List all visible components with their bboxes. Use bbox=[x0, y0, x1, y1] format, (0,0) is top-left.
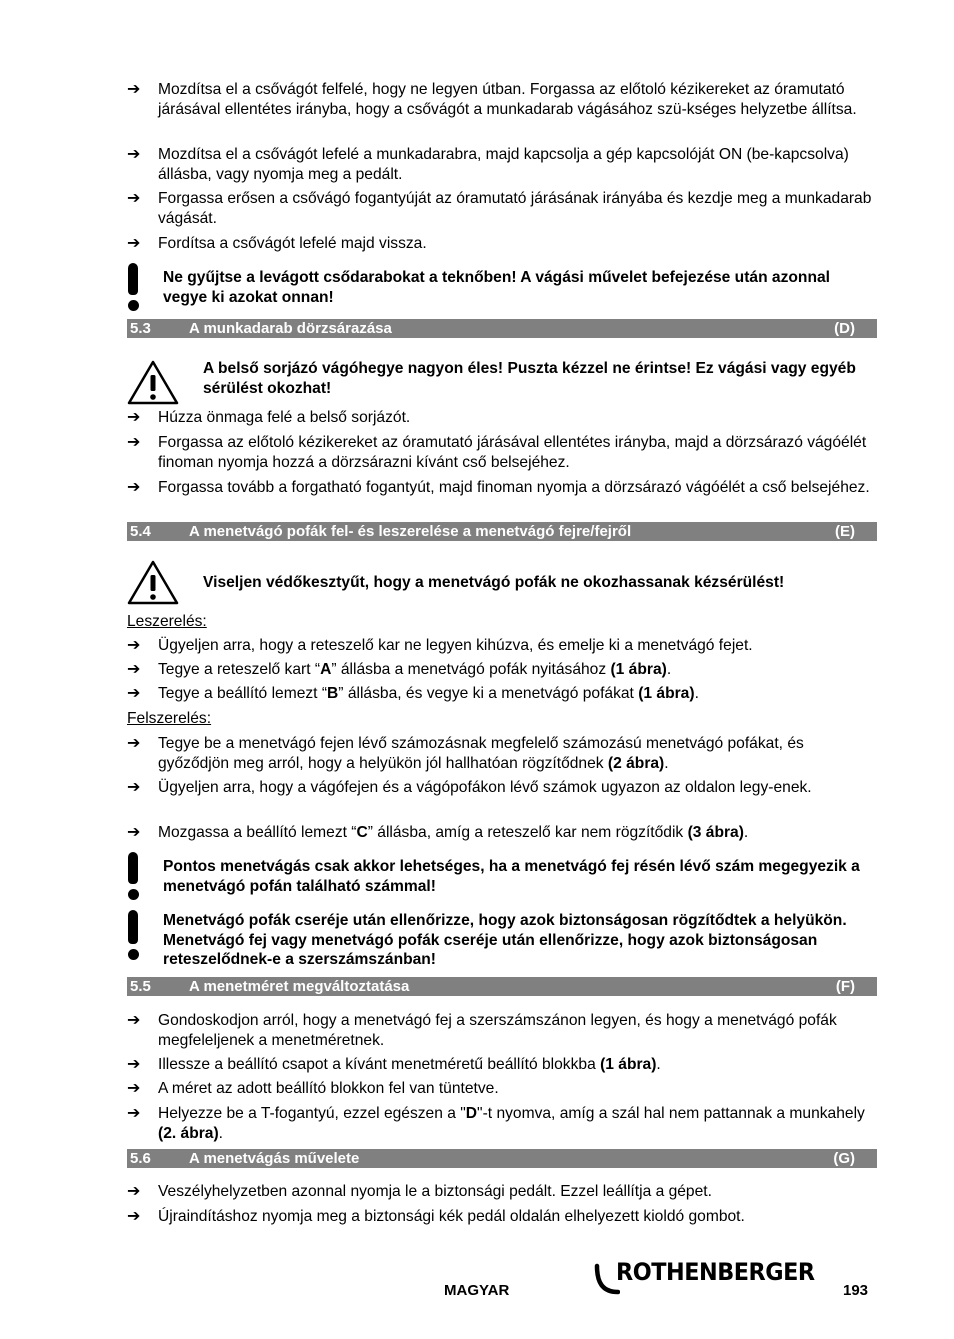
arrow-icon: ➔ bbox=[127, 1012, 141, 1029]
list-item: ➔ Forgassa az előtoló kézikereket az óramutató járásával ellentétes irányba, majd a dörzsárazó vágóélét finoman nyomja hozzá a dörzsárazni kívánt cső belsejéhez. bbox=[127, 434, 867, 471]
brand-logo: ROTHENBERGER bbox=[616, 1258, 815, 1286]
arrow-icon: ➔ bbox=[127, 1183, 141, 1200]
list-item: ➔ Illessze a beállító csapot a kívánt menetméretű beállító blokkba (1 ábra). bbox=[127, 1056, 661, 1073]
list-item: ➔ A méret az adott beállító blokkon fel van tüntetve. bbox=[127, 1080, 499, 1097]
arrow-icon: ➔ bbox=[127, 146, 141, 163]
arrow-icon: ➔ bbox=[127, 235, 141, 252]
section-header-5-6: 5.6 A menetvágás művelete (G) bbox=[127, 1149, 877, 1168]
footer-language: MAGYAR bbox=[444, 1282, 510, 1299]
arrow-icon: ➔ bbox=[127, 1105, 141, 1122]
arrow-icon: ➔ bbox=[127, 637, 141, 654]
arrow-icon: ➔ bbox=[127, 824, 141, 841]
arrow-icon: ➔ bbox=[127, 661, 141, 678]
arrow-icon: ➔ bbox=[127, 409, 141, 426]
arrow-icon: ➔ bbox=[127, 1080, 141, 1097]
list-item: ➔ Ügyeljen arra, hogy a vágófejen és a vágópofákon lévő számok ugyazon az oldalon legy-enek. bbox=[127, 779, 812, 796]
list-item: ➔ Forgassa tovább a forgatható fogantyút, majd finoman nyomja a dörzsárazó vágóélét a cső belsejéhez. bbox=[127, 479, 870, 496]
list-item: ➔ Helyezze be a T-fogantyú, ezzel egészen a "D"-t nyomva, amíg a szál hal nem pattannak a munkahely (2. ábra). bbox=[127, 1105, 865, 1142]
warning-triangle-icon bbox=[126, 559, 180, 606]
arrow-icon: ➔ bbox=[127, 735, 141, 752]
section-header-5-5: 5.5 A menetméret megváltoztatása (F) bbox=[127, 977, 877, 996]
subheading-leszereles: Leszerelés: bbox=[127, 613, 207, 630]
subheading-felszereles: Felszerelés: bbox=[127, 710, 212, 727]
list-item: ➔ Mozdítsa el a csővágót felfelé, hogy ne legyen útban. Forgassa az előtoló kézikereket az óramutató járásával ellentétes irányba, hogy a csővágót a munkadarab vágásához szü-kséges helyzetbe állítsa. bbox=[127, 81, 857, 118]
list-item: ➔ Veszélyhelyzetben azonnal nyomja le a biztonsági pedált. Ezzel leállítja a gépet. bbox=[127, 1183, 712, 1200]
list-item: ➔ Tegye be a menetvágó fejen lévő számozásnak megfelelő számozású menetvágó pofákat, és győződjön meg arról, hogy a helyükön jól hallhatóan rögzítődnek (2 ábra). bbox=[127, 735, 804, 772]
important-note: Menetvágó pofák cseréje után ellenőrizze, hogy azok biztonságosan rögzítődtek a helyükön. Menetvágó fej vagy menetvágó pofák cseréje után ellenőrizze, hogy azok biztonságosan reteszelődnek-e a szerszámszánban! bbox=[163, 912, 847, 968]
arrow-icon: ➔ bbox=[127, 81, 141, 98]
arrow-icon: ➔ bbox=[127, 779, 141, 796]
list-item: ➔ Húzza önmaga felé a belső sorjázót. bbox=[127, 409, 411, 426]
list-item: ➔ Újraindításhoz nyomja meg a biztonsági kék pedál oldalán elhelyezett kioldó gombot. bbox=[127, 1208, 745, 1225]
warning-triangle-icon bbox=[126, 359, 180, 406]
list-item: ➔ Gondoskodjon arról, hogy a menetvágó fej a szerszámszánon legyen, és hogy a menetvágó pofák megfeleljenek a menetméretnek. bbox=[127, 1012, 837, 1049]
exclamation-icon bbox=[127, 910, 139, 960]
important-note: Pontos menetvágás csak akkor lehetséges, ha a menetvágó fej résén lévő szám megegyezik a menetvágó pofán található számmal! bbox=[163, 858, 860, 895]
list-item: ➔ Tegye a reteszelő kart “A” állásba a menetvágó pofák nyitásához (1 ábra). bbox=[127, 661, 672, 678]
list-item: ➔ Fordítsa a csővágót lefelé majd vissza. bbox=[127, 235, 427, 252]
section-header-5-4: 5.4 A menetvágó pofák fel- és leszerelése a menetvágó fejre/fejről (E) bbox=[127, 522, 877, 541]
list-item: ➔ Forgassa erősen a csővágó fogantyúját az óramutató járásának irányába és kezdje meg a munkadarab vágását. bbox=[127, 190, 872, 227]
warning-text: A belső sorjázó vágóhegye nagyon éles! Puszta kézzel ne érintse! Ez vágási vagy egyéb sérülést okozhat! bbox=[203, 360, 856, 397]
arrow-icon: ➔ bbox=[127, 685, 141, 702]
arrow-icon: ➔ bbox=[127, 479, 141, 496]
exclamation-icon bbox=[127, 852, 139, 900]
list-item: ➔ Ügyeljen arra, hogy a reteszelő kar ne legyen kihúzva, és emelje ki a menetvágó fejet. bbox=[127, 637, 753, 654]
arrow-icon: ➔ bbox=[127, 190, 141, 207]
page-number: 193 bbox=[843, 1282, 869, 1299]
arrow-icon: ➔ bbox=[127, 1056, 141, 1073]
exclamation-icon bbox=[127, 263, 139, 311]
section-header-5-3: 5.3 A munkadarab dörzsárazása (D) bbox=[127, 319, 877, 338]
list-item: ➔ Mozgassa a beállító lemezt “C” állásba, amíg a reteszelő kar nem rögzítődik (3 ábra). bbox=[127, 824, 749, 841]
arrow-icon: ➔ bbox=[127, 1208, 141, 1225]
arrow-icon: ➔ bbox=[127, 434, 141, 451]
warning-text: Viseljen védőkesztyűt, hogy a menetvágó pofák ne okozhassanak kézsérülést! bbox=[203, 574, 785, 591]
important-note: Ne gyűjtse a levágott csődarabokat a teknőben! A vágási művelet befejezése után azonnal vegye ki azokat onnan! bbox=[163, 269, 830, 306]
list-item: ➔ Tegye a beállító lemezt “B” állásba, és vegye ki a menetvágó pofákat (1 ábra). bbox=[127, 685, 699, 702]
list-item: ➔ Mozdítsa el a csővágót lefelé a munkadarabra, majd kapcsolja a gép kapcsolóját ON (be-kapcsolva) állásba, vagy nyomja meg a pedált. bbox=[127, 146, 849, 183]
